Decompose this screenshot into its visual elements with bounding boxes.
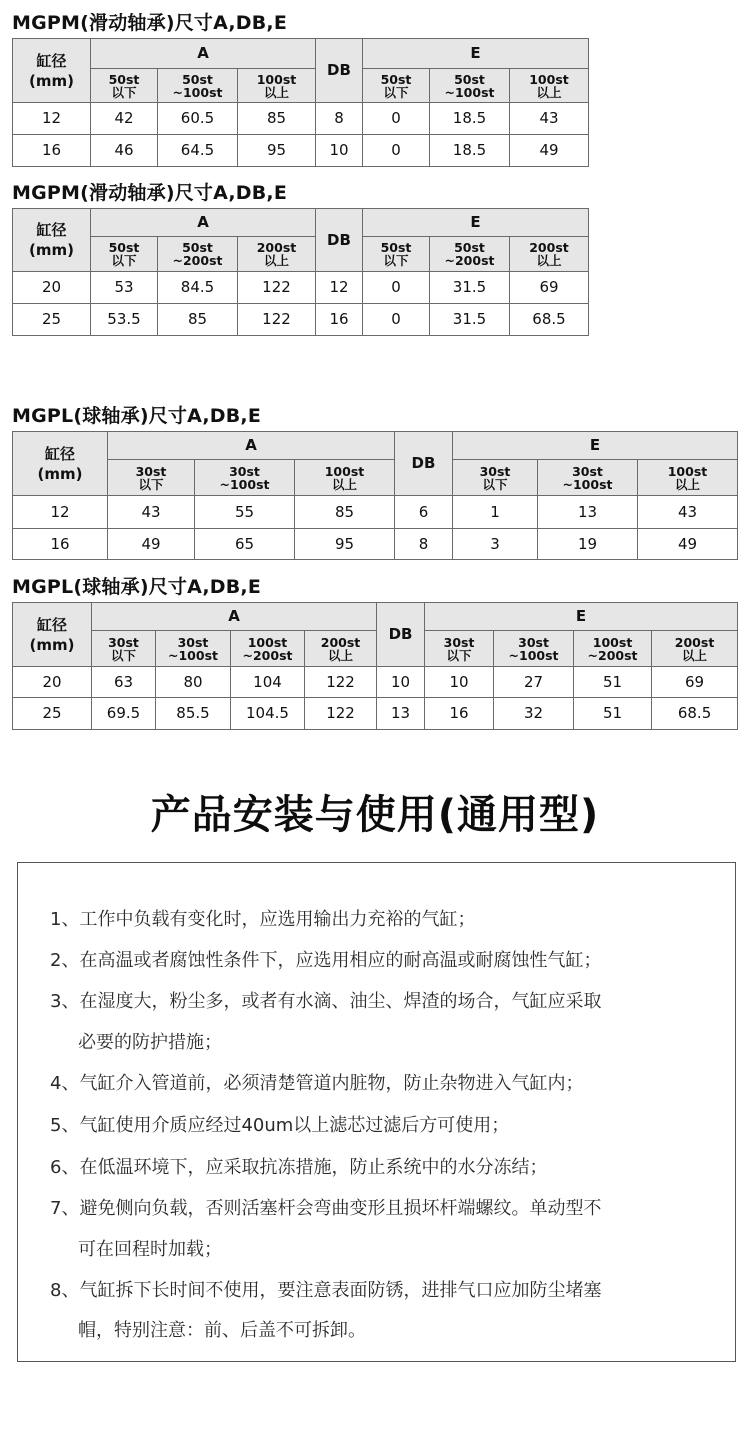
header-e-col: 50st 以下	[363, 69, 430, 103]
cell-a: 64.5	[158, 135, 238, 167]
cell-a: 84.5	[158, 272, 238, 304]
cell-a: 49	[108, 529, 195, 560]
header-e: E	[453, 432, 738, 460]
cell-e: 69	[510, 272, 589, 304]
cell-a: 65	[195, 529, 295, 560]
cell-e: 1	[453, 496, 538, 529]
header-e: E	[363, 39, 589, 69]
cell-a: 55	[195, 496, 295, 529]
header-db: DB	[377, 603, 425, 667]
header-a-col: 50st 以下	[91, 237, 158, 272]
cell-bore: 16	[13, 529, 108, 560]
cell-bore: 12	[13, 103, 91, 135]
header-e-col: 100st 以上	[510, 69, 589, 103]
cell-a: 80	[156, 667, 231, 698]
header-bore: 缸径 (mm)	[13, 603, 92, 667]
table-row	[13, 529, 738, 560]
header-a-col: 50st 以下	[91, 69, 158, 103]
header-a-col: 30st 以下	[92, 631, 156, 667]
header-a-col: 50st ~100st	[158, 69, 238, 103]
cell-a: 63	[92, 667, 156, 698]
cell-bore: 20	[13, 667, 92, 698]
header-e: E	[425, 603, 738, 631]
cell-e: 10	[425, 667, 494, 698]
cell-a: 85.5	[156, 698, 231, 730]
cell-db: 8	[395, 529, 453, 560]
header-bore: 缸径 (mm)	[13, 39, 91, 103]
cell-a: 85	[158, 304, 238, 336]
cell-a: 53.5	[91, 304, 158, 336]
note-item-continued: 帽，特别注意：前、后盖不可拆卸。	[78, 1320, 366, 1341]
cell-a: 85	[238, 103, 316, 135]
spec-table-mgpl-small	[12, 431, 738, 560]
header-db: DB	[395, 432, 453, 496]
cell-e: 49	[510, 135, 589, 167]
header-e: E	[363, 209, 589, 237]
cell-e: 31.5	[430, 272, 510, 304]
cell-a: 122	[305, 667, 377, 698]
header-bore: 缸径 (mm)	[13, 432, 108, 496]
cell-bore: 16	[13, 135, 91, 167]
table-row	[13, 667, 738, 698]
cell-e: 18.5	[430, 103, 510, 135]
cell-a: 95	[238, 135, 316, 167]
header-a-col: 30st ~100st	[156, 631, 231, 667]
table-row	[13, 135, 589, 167]
cell-a: 43	[108, 496, 195, 529]
cell-e: 16	[425, 698, 494, 730]
cell-e: 27	[494, 667, 574, 698]
usage-heading: 产品安装与使用(通用型)	[150, 792, 600, 838]
cell-e: 43	[638, 496, 738, 529]
note-item: 5、气缸使用介质应经过40um以上滤芯过滤后方可使用；	[50, 1115, 510, 1136]
header-a-col: 50st ~200st	[158, 237, 238, 272]
table-title-mgpm-large: MGPM(滑动轴承)尺寸A,DB,E	[12, 182, 288, 204]
header-e-col: 200st 以上	[510, 237, 589, 272]
cell-a: 53	[91, 272, 158, 304]
cell-db: 10	[316, 135, 363, 167]
cell-db: 10	[377, 667, 425, 698]
spec-table-mgpm-small	[12, 38, 589, 167]
table-row	[13, 698, 738, 730]
header-a-col: 100st 以上	[295, 460, 395, 496]
cell-a: 104.5	[231, 698, 305, 730]
note-item: 4、气缸介入管道前，必须清楚管道内脏物，防止杂物进入气缸内；	[50, 1073, 584, 1094]
cell-e: 51	[574, 667, 652, 698]
header-e-col: 30st ~100st	[494, 631, 574, 667]
spec-table-mgpl-large	[12, 602, 738, 730]
header-a-col: 200st 以上	[238, 237, 316, 272]
cell-e: 49	[638, 529, 738, 560]
header-db: DB	[316, 39, 363, 103]
cell-e: 0	[363, 272, 430, 304]
header-a-col: 100st ~200st	[231, 631, 305, 667]
note-item: 7、避免侧向负载，否则活塞杆会弯曲变形且损坏杆端螺纹。单动型不	[50, 1198, 602, 1219]
header-a-col: 100st 以上	[238, 69, 316, 103]
cell-a: 85	[295, 496, 395, 529]
table-row	[13, 272, 589, 304]
header-bore: 缸径 (mm)	[13, 209, 91, 272]
header-e-col: 50st ~200st	[430, 237, 510, 272]
cell-bore: 12	[13, 496, 108, 529]
header-e-col: 100st 以上	[638, 460, 738, 496]
cell-e: 19	[538, 529, 638, 560]
cell-e: 0	[363, 304, 430, 336]
table-title-mgpl-small: MGPL(球轴承)尺寸A,DB,E	[12, 405, 262, 427]
cell-db: 16	[316, 304, 363, 336]
cell-e: 0	[363, 103, 430, 135]
cell-e: 51	[574, 698, 652, 730]
header-a-col: 30st 以下	[108, 460, 195, 496]
cell-e: 43	[510, 103, 589, 135]
header-e-col: 30st 以下	[453, 460, 538, 496]
cell-e: 68.5	[510, 304, 589, 336]
cell-a: 46	[91, 135, 158, 167]
header-a-col: 30st ~100st	[195, 460, 295, 496]
header-a-col: 200st 以上	[305, 631, 377, 667]
note-item: 6、在低温环境下，应采取抗冻措施，防止系统中的水分冻结；	[50, 1157, 548, 1178]
header-e-col: 100st ~200st	[574, 631, 652, 667]
spec-table-mgpm-large	[12, 208, 589, 336]
header-e-col: 50st ~100st	[430, 69, 510, 103]
cell-a: 104	[231, 667, 305, 698]
cell-bore: 20	[13, 272, 91, 304]
table-title-mgpm-small: MGPM(滑动轴承)尺寸A,DB,E	[12, 12, 288, 34]
cell-e: 3	[453, 529, 538, 560]
note-item-continued: 必要的防护措施；	[78, 1032, 222, 1053]
header-e-col: 30st 以下	[425, 631, 494, 667]
cell-a: 42	[91, 103, 158, 135]
header-a: A	[92, 603, 377, 631]
note-item-continued: 可在回程时加载；	[78, 1239, 222, 1260]
cell-a: 122	[238, 272, 316, 304]
header-e-col: 200st 以上	[652, 631, 738, 667]
cell-db: 6	[395, 496, 453, 529]
cell-a: 69.5	[92, 698, 156, 730]
cell-e: 31.5	[430, 304, 510, 336]
cell-e: 13	[538, 496, 638, 529]
header-a: A	[108, 432, 395, 460]
cell-e: 69	[652, 667, 738, 698]
cell-bore: 25	[13, 304, 91, 336]
note-item: 3、在湿度大，粉尘多，或者有水滴、油尘、焊渣的场合，气缸应采取	[50, 991, 602, 1012]
header-db: DB	[316, 209, 363, 272]
cell-e: 68.5	[652, 698, 738, 730]
note-item: 1、工作中负载有变化时，应选用输出力充裕的气缸；	[50, 909, 476, 930]
cell-a: 122	[305, 698, 377, 730]
note-item: 8、气缸拆下长时间不使用，要注意表面防锈，进排气口应加防尘堵塞	[50, 1280, 602, 1301]
cell-e: 32	[494, 698, 574, 730]
cell-a: 60.5	[158, 103, 238, 135]
note-item: 2、在高温或者腐蚀性条件下，应选用相应的耐高温或耐腐蚀性气缸；	[50, 950, 602, 971]
header-e-col: 50st 以下	[363, 237, 430, 272]
table-row	[13, 103, 589, 135]
table-title-mgpl-large: MGPL(球轴承)尺寸A,DB,E	[12, 576, 262, 598]
table-row	[13, 304, 589, 336]
header-e-col: 30st ~100st	[538, 460, 638, 496]
cell-e: 18.5	[430, 135, 510, 167]
cell-db: 13	[377, 698, 425, 730]
cell-a: 122	[238, 304, 316, 336]
cell-db: 8	[316, 103, 363, 135]
table-row	[13, 496, 738, 529]
cell-db: 12	[316, 272, 363, 304]
header-a: A	[91, 209, 316, 237]
cell-bore: 25	[13, 698, 92, 730]
header-a: A	[91, 39, 316, 69]
cell-e: 0	[363, 135, 430, 167]
usage-notes-box	[17, 862, 736, 1362]
cell-a: 95	[295, 529, 395, 560]
